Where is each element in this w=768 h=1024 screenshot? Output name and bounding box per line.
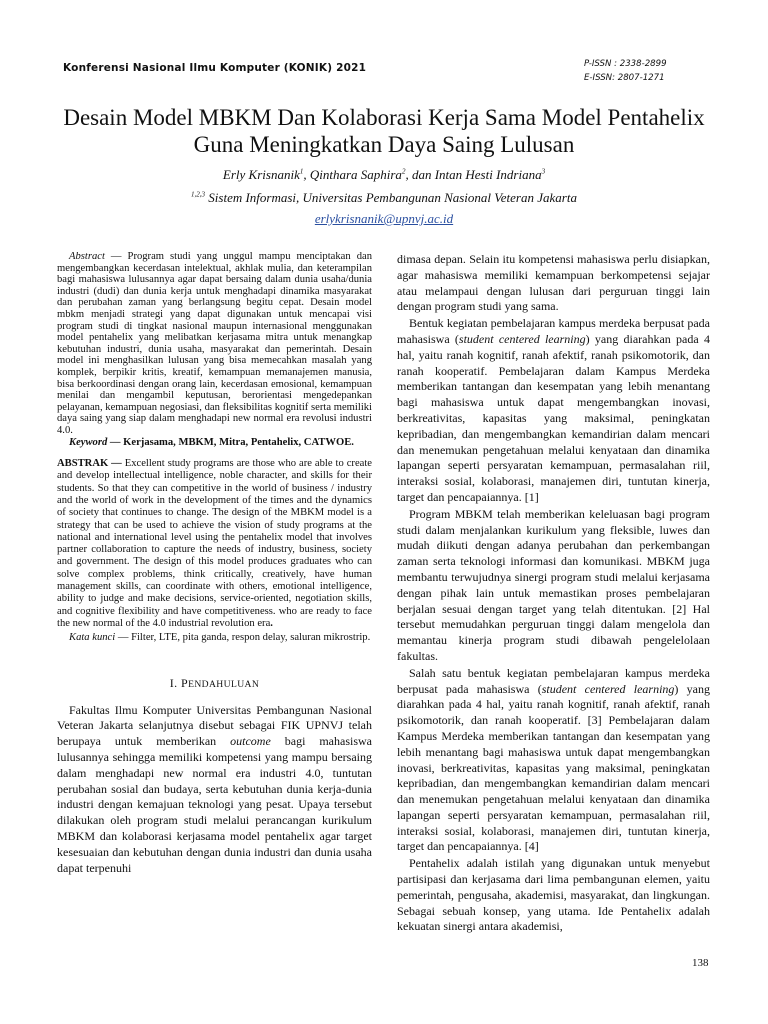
intro-p1-a: Fakultas Ilmu Komputer Universitas Pembangunan Nasional Veteran Jakarta selanjutnya disebut sebagai FIK UPNVJ telah berupaya untuk memberikan: [57, 702, 372, 749]
author-3: , dan Intan Hesti Indriana: [405, 167, 542, 182]
abstract-text: Program studi yang unggul mampu menciptakan dan mengembangkan kecerdasan intelektual, akhlak mulia, dan keterampilan bagi mahasiswa lulusannya agar dapat bersaing dalam dunia usaha/dunia industri (dudi) dan dunia kerja untuk menghadapi dinamika masyarakat dan perubahan zaman yang berlangsung begitu cepat. Desain model mbkm menjadi strategi yang dapat digunakan untuk mencapai visi program studi di tingkat nasional maupun internasional menggunakan model pentahelix yang melibatkan kerjasama mitra untuk menangkap kebutuhan industri, dunia usaha, masyarakat dan pemerintah. Desain model ini menghasilkan lulusan yang bisa memecahkan masalah yang komplek, berpikir kritis, kreatif, kemampuan memanajemen manusia, bisa berkoordinasi dengan orang lain, kecerdasan emosional, kemampuan menilai dan mengambil keputusan, berorientasi mengedepankan pelayanan, kemampuan negosiasi, dan fleksibilitas kognitif serta memiliki daya saing yang siap dalam menghadapi new normal era revolusi industri 4.0.: [57, 251, 372, 436]
kata-kunci-text: — Filter, LTE, pita ganda, respon delay, saluran mikrostrip.: [115, 632, 371, 644]
e-issn: E-ISSN: 2807-1271: [584, 73, 665, 83]
kata-kunci-paragraph: [57, 632, 372, 644]
intro-p1-outcome: outcome: [230, 734, 271, 749]
author-1: Erly Krisnanik: [222, 167, 300, 182]
right-p2-em: student centered learning: [458, 331, 586, 346]
section-first-letter: P: [180, 675, 189, 690]
abstrak-dash: —: [108, 458, 125, 470]
right-p2-a: Bentuk kegiatan pembelajaran kampus merdeka berpusat pada mahasiswa (: [397, 316, 710, 346]
author-2-sup: 2: [401, 167, 406, 176]
abstract-label: Abstract: [69, 251, 105, 262]
affiliation-sup: 1,2,3: [191, 190, 206, 199]
email-link[interactable]: erlykrisnanik@upnvj.ac.id: [314, 211, 454, 226]
conference-header: Konferensi Nasional Ilmu Komputer (KONIK) 2021: [63, 62, 367, 74]
p-issn: P-ISSN : 2338-2899: [584, 59, 667, 69]
affiliation: [40, 190, 728, 206]
keyword-label: Keyword: [69, 436, 108, 448]
abstrak-paragraph: [57, 458, 372, 630]
right-paragraph-2: [397, 316, 710, 506]
right-paragraph-5: Pentahelix adalah istilah yang digunakan untuk menyebut partisipasi dan kerjasama dari lima pembangunan elemen, yaitu pemerintah, pengusaha, akademisi, masyarakat, dan lingkungan. Sebagai sebuah konsep, yang utama. Ide Pentahelix adalah kekuatan sinergi antara akademisi,: [397, 856, 710, 934]
author-list: [40, 167, 728, 183]
title-line-2: Guna Meningkatkan Daya Saing Lulusan: [193, 132, 575, 157]
abstract-paragraph: [57, 251, 372, 437]
intro-paragraph-1: [57, 703, 372, 877]
abstrak-label: ABSTRAK: [57, 458, 109, 470]
right-p4-b: ) yang diarahkan pada 4 hal, yaitu ranah kognitif, ranah afektif, ranah psikomotorik, dan ranah kooperatif. [3] Pembelajaran dalam Kampus Merdeka memberikan tantangan dan kesempatan yang lebih menantang bagi mahasiswa untuk dapat mengembangkan inovasi, berkreativitas, kapasitas yang maksimal, peningkatan kepribadian, dan mengembangkan kemandirian dalam mencari dan menemukan pengetahuan melalui kenyataan dan dinamika lapangan seperti persyaratan kemampuan, permasalahan riil, interaksi sosial, kolaborasi, manajemen diri, tuntutan kinerja, target dan pencapaiannya. [4]: [397, 681, 710, 854]
left-column: [57, 251, 372, 876]
affiliation-text: Sistem Informasi, Universitas Pembangunan Nasional Veteran Jakarta: [205, 190, 577, 205]
right-p2-b: ) yang diarahkan pada 4 hal, yaitu ranah kognitif, ranah afektif, ranah psikomotorik, dan ranah kooperatif. Pembelajaran dalam Kampus Merdeka memberikan tantangan dan kesempatan yang lebih menantang bagi mahasiswa untuk dapat mengembangkan inovasi, berkreativitas, kapasitas yang maksimal, peningkatan kepribadian, dan mengembangkan kemandirian dalam mencari dan menemukan pengetahuan melalui kenyataan dan dinamika lapangan seperti persyaratan kemampuan, permasalahan riil, interaksi sosial, kolaborasi, manajemen diri, tuntutan kinerja, target dan pencapaiannya. [1]: [397, 331, 710, 504]
author-3-sup: 3: [541, 167, 546, 176]
section-rest: ENDAHULUAN: [188, 678, 260, 690]
abstrak-end: .: [270, 617, 273, 629]
right-paragraph-3: Program MBKM telah memberikan keleluasan bagi program studi dalam menjalankan kurikulum yang fleksible, luwes dan mudah diikuti dengan adanya perubahan dan perkembangan zaman serta teknologi informasi dan komunikasi. MBKM juga membantu terwujudnya sinergi program studi melalui kerjasama dengan pihak lain untuk memastikan proses pembelajaran berjalan sesuai dengan target yang telah ditentukan. [2] Hal tersebut memudahkan perguruan tinggi dalam mengelola dan memantau kinerja program studi dibawah pengelelolaan fakultas.: [397, 506, 710, 663]
right-paragraph-1: dimasa depan. Selain itu kompetensi mahasiswa perlu disiapkan, agar mahasiswa memiliki kemampuan berkompetensi sejajar atau melampaui dengan lulusan dari perguruan tinggi lain dengan program studi yang sama.: [397, 252, 710, 314]
title-line-1: Desain Model MBKM Dan Kolaborasi Kerja Sama Model Pentahelix: [63, 105, 705, 130]
keyword-text: — Kerjasama, MBKM, Mitra, Pentahelix, CATWOE.: [107, 436, 354, 448]
right-column: [397, 252, 710, 935]
page-number: 138: [692, 957, 709, 969]
intro-p1-b: bagi mahasiswa lulusannya sehingga memiliki kompetensi yang mampu bersaing dalam menghadapi new normal era industri 4.0, tuntutan perubahan sosial dan budaya, serta kebutuhan dunia kerja-dunia industri dengan kemajuan teknologi yang pesat. Upaya tersebut dilakukan oleh program studi melalui perancangan kurikulum MBKM dan kolaborasi kerjasama model pentahelix agar target kesesuaian dan kebutuhan dengan dunia industri dan dunia usaha dapat terpenuhi: [57, 734, 373, 875]
right-p4-em: student centered learning: [541, 681, 675, 696]
author-2: , Qinthara Saphira: [303, 167, 402, 182]
right-p4-a: Salah satu bentuk kegiatan pembelajaran kampus merdeka berpusat pada mahasiswa (: [397, 665, 710, 696]
abstract-dash: —: [104, 251, 128, 262]
kata-kunci-label: Kata kunci: [69, 632, 116, 644]
section-number: I.: [169, 675, 181, 690]
abstrak-text: Excellent study programs are those who are able to create and develop intellectual intelligence, noble character, and skills for their students. So that they can competitive in the world of business / industry and the world of work in the development of the times and the dynamics of society that continues to change. The design of the MBKM model is a strategy that can be used to achieve the vision of study programs at the national and international level using the pentahelix model that involves partner collaboration to capture the needs of industry, business, society and government. The design of this model produces graduates who can solve complex problems, think critically, creatively, have human management skills, can coordinate with others, emotional intelligence, ability to judge and make decisions, service-oriented, negotiation skills, and cognitive flexibility and have competitiveness. who are ready to face the new normal of the 4.0 industrial revolution era: [57, 458, 373, 629]
keyword-paragraph: [57, 437, 372, 449]
section-title: [57, 676, 372, 691]
issn-block: [584, 57, 667, 85]
right-paragraph-4: [397, 666, 710, 856]
author-1-sup: 1: [299, 167, 304, 176]
paper-title: [40, 104, 728, 158]
